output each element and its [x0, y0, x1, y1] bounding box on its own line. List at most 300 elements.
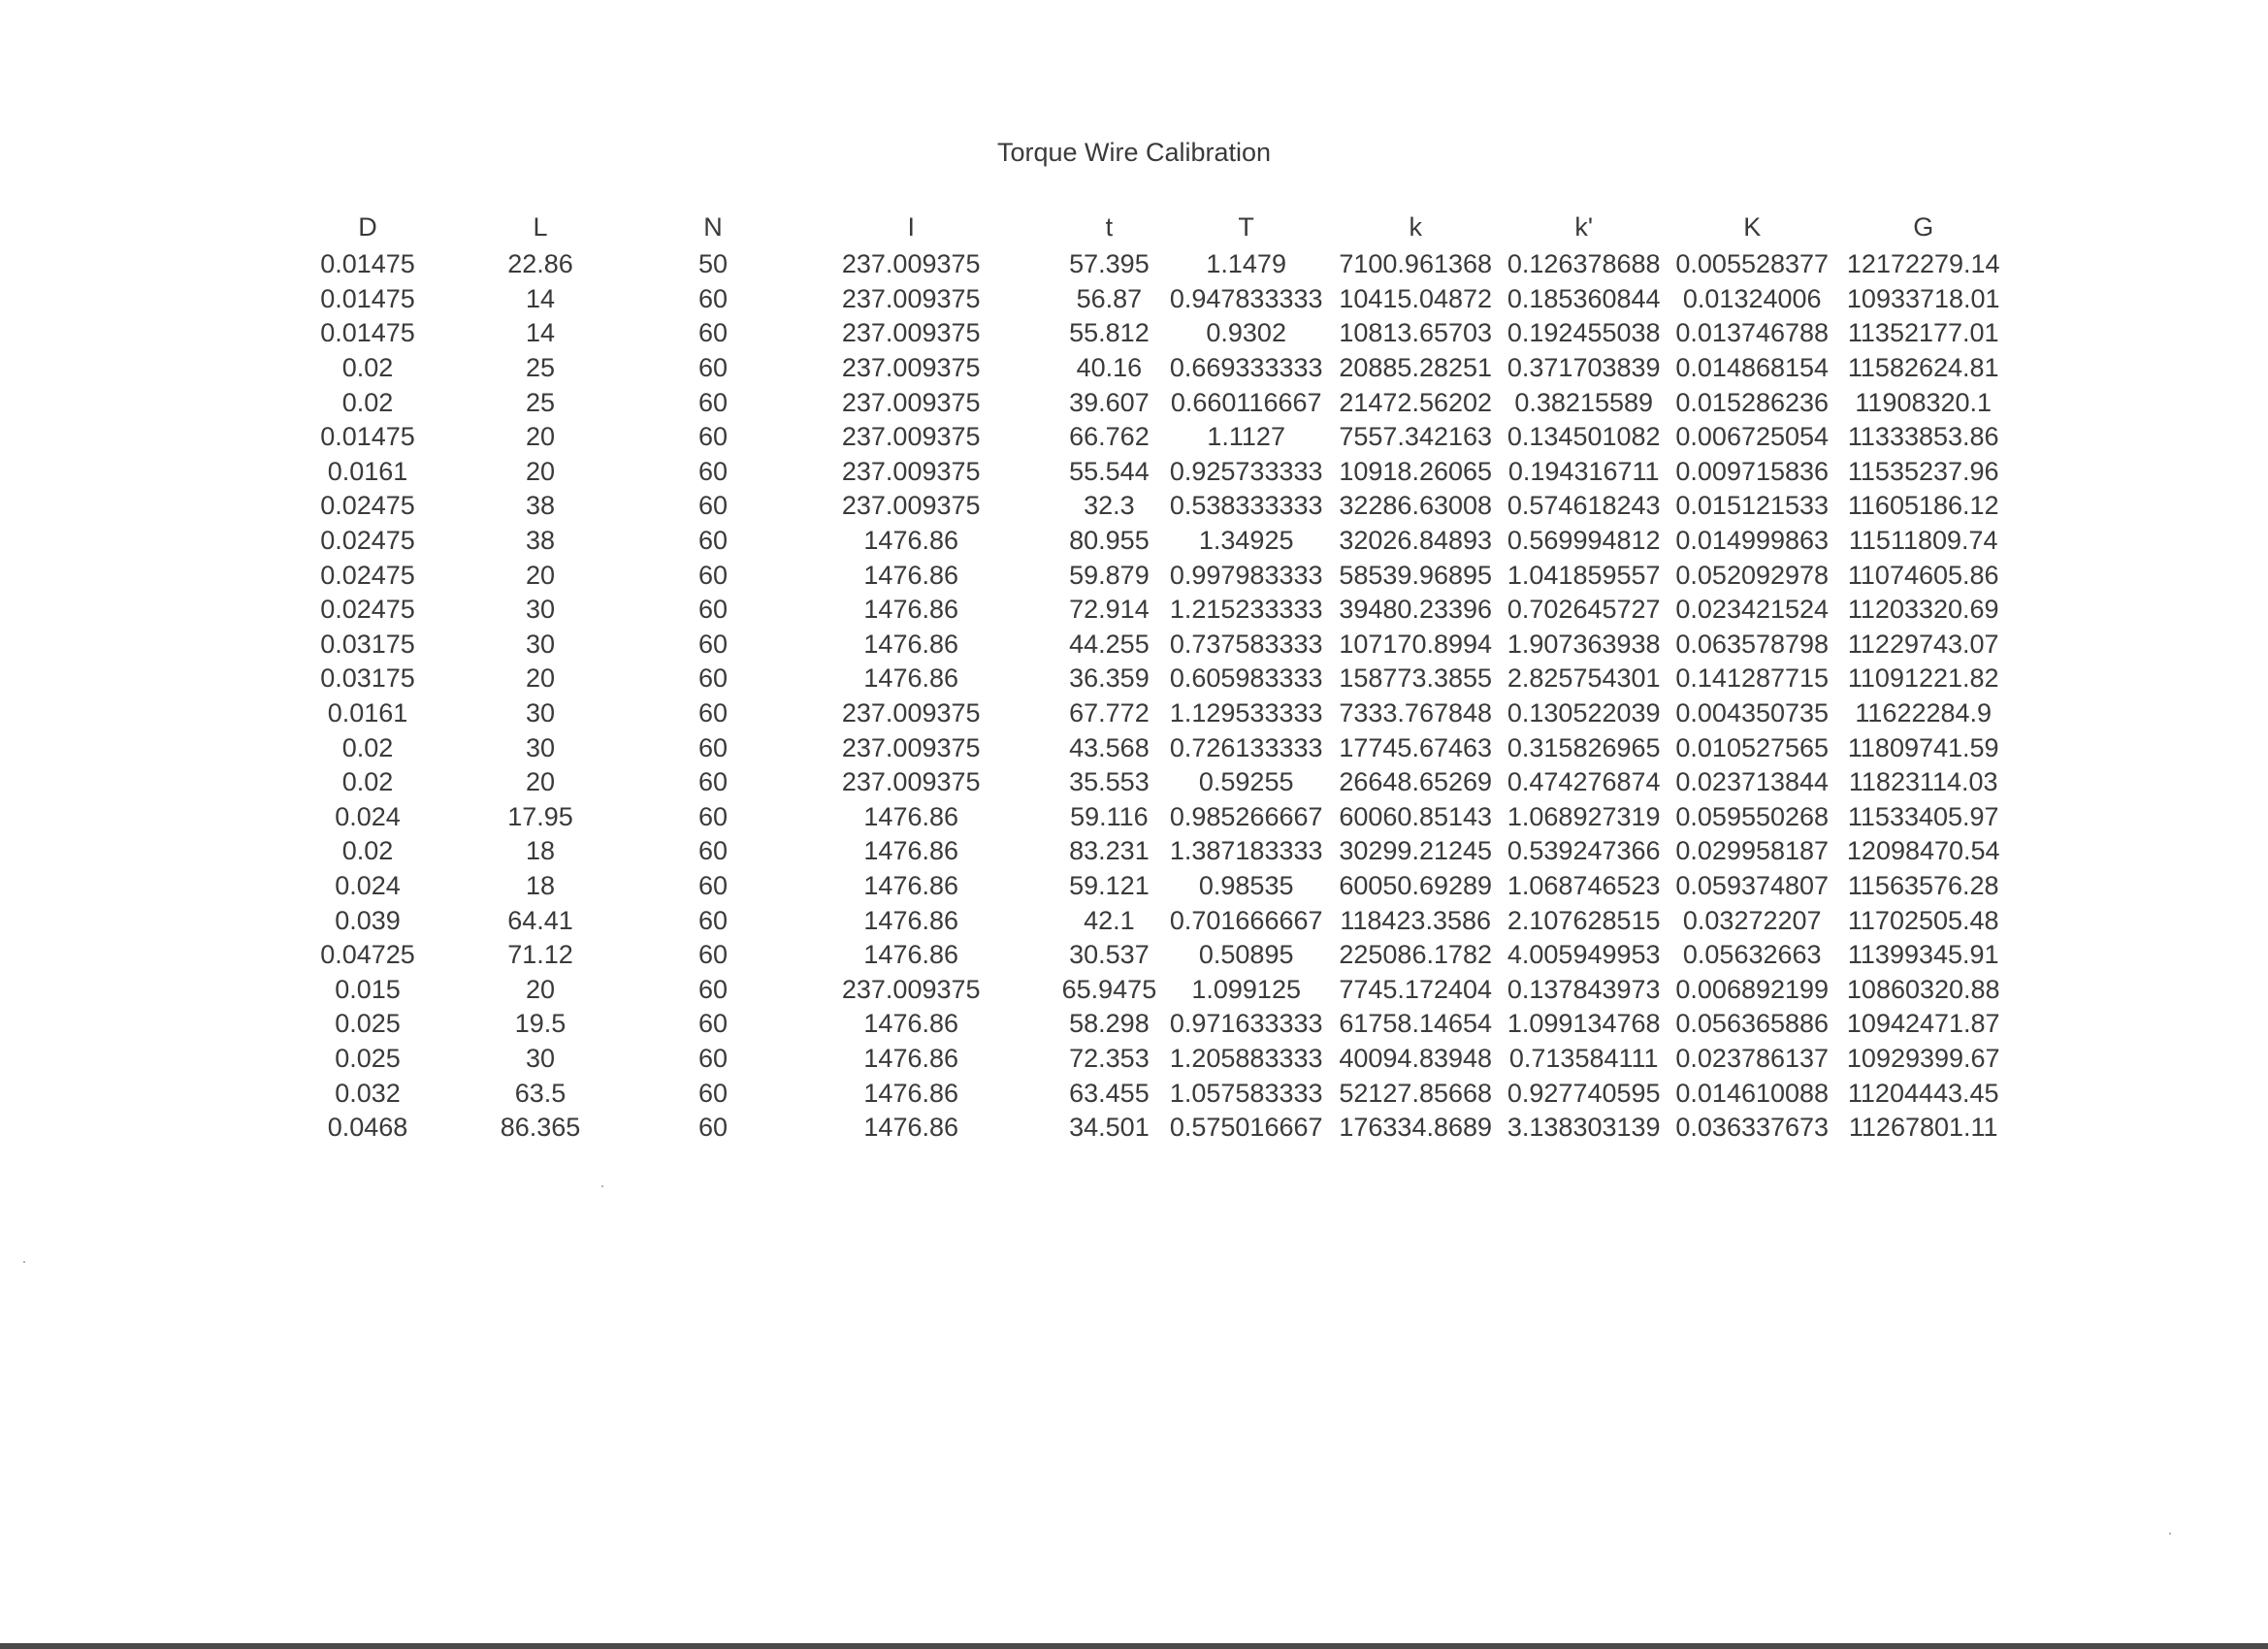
table-cell: 39.607	[1069, 387, 1150, 417]
column-header: k	[1409, 211, 1422, 242]
table-cell: 0.925733333	[1169, 456, 1323, 486]
table-cell: 60	[697, 560, 729, 590]
table-cell: 0.004350735	[1675, 698, 1830, 728]
table-cell: 60	[697, 767, 729, 797]
table-cell: 0.538333333	[1169, 491, 1323, 521]
table-cell: 237.009375	[841, 767, 981, 797]
table-cell: 0.006892199	[1675, 974, 1830, 1004]
table-cell: 58.298	[1069, 1009, 1150, 1039]
table-cell: 11074605.86	[1847, 560, 1999, 590]
table-cell: 30	[525, 698, 556, 728]
table-cell: 0.575016667	[1169, 1113, 1323, 1143]
table-cell: 11204443.45	[1847, 1078, 1999, 1108]
table-cell: 12098470.54	[1846, 836, 2000, 866]
table-cell: 0.03175	[320, 663, 415, 694]
table-cell: 30	[525, 732, 556, 762]
column-header: T	[1238, 211, 1254, 242]
table-cell: 1.099125	[1191, 974, 1301, 1004]
table-cell: 118423.3586	[1340, 905, 1492, 935]
table-cell: 7100.961368	[1339, 249, 1493, 279]
table-cell: 0.014999863	[1675, 526, 1830, 556]
table-cell: 34.501	[1069, 1113, 1150, 1143]
table-cell: 237.009375	[841, 249, 981, 279]
table-cell: 30	[525, 595, 556, 625]
column-header: N	[703, 211, 723, 242]
table-row	[312, 938, 2005, 973]
table-cell: 0.0468	[327, 1113, 408, 1143]
table-cell: 60	[697, 1113, 729, 1143]
table-cell: 11203320.69	[1847, 595, 1999, 625]
table-cell: 39480.23396	[1339, 595, 1493, 625]
table-cell: 63.5	[514, 1078, 567, 1108]
table-cell: 11091221.82	[1847, 663, 1999, 694]
table-cell: 11823114.03	[1848, 767, 1998, 797]
table-cell: 11702505.48	[1847, 905, 1999, 935]
table-row	[312, 351, 2005, 386]
table-cell: 0.02	[341, 353, 394, 383]
table-cell: 1476.86	[863, 870, 959, 900]
table-cell: 237.009375	[841, 974, 981, 1004]
table-cell: 59.116	[1070, 801, 1149, 831]
table-cell: 11908320.1	[1855, 387, 1993, 417]
table-cell: 11535237.96	[1847, 456, 1999, 486]
table-cell: 60	[697, 974, 729, 1004]
table-cell: 0.605983333	[1169, 663, 1323, 694]
table-cell: 0.126378688	[1507, 249, 1661, 279]
table-cell: 30299.21245	[1339, 836, 1493, 866]
table-cell: 1.041859557	[1507, 560, 1661, 590]
table-cell: 36.359	[1069, 663, 1150, 694]
table-cell: 7333.767848	[1339, 698, 1493, 728]
table-cell: 0.0161	[327, 698, 408, 728]
table-cell: 17745.67463	[1339, 732, 1493, 762]
table-cell: 0.98535	[1198, 870, 1294, 900]
table-cell: 0.02475	[320, 595, 415, 625]
table-row	[312, 662, 2005, 696]
table-cell: 237.009375	[841, 318, 981, 348]
table-cell: 60	[697, 526, 729, 556]
table-cell: 60	[697, 318, 729, 348]
table-cell: 176334.8689	[1339, 1113, 1493, 1143]
table-row	[312, 1076, 2005, 1111]
table-cell: 1476.86	[863, 836, 959, 866]
table-cell: 3.138303139	[1507, 1113, 1661, 1143]
table-cell: 20	[525, 560, 556, 590]
table-cell: 0.971633333	[1169, 1009, 1323, 1039]
table-cell: 60	[697, 663, 729, 694]
table-cell: 0.02475	[320, 491, 415, 521]
table-cell: 0.574618243	[1507, 491, 1661, 521]
table-row	[312, 247, 2005, 282]
table-cell: 65.9475	[1061, 974, 1157, 1004]
table-cell: 0.010527565	[1675, 732, 1830, 762]
scan-speck	[2169, 1533, 2171, 1535]
table-cell: 72.914	[1069, 595, 1150, 625]
table-cell: 0.194316711	[1507, 456, 1660, 486]
table-cell: 14	[525, 283, 556, 313]
table-cell: 0.024	[335, 801, 401, 831]
table-row	[312, 1111, 2005, 1146]
table-cell: 17.95	[507, 801, 573, 831]
table-cell: 158773.3855	[1339, 663, 1493, 694]
table-cell: 0.01475	[320, 318, 415, 348]
table-cell: 32026.84893	[1339, 526, 1493, 556]
table-cell: 0.032	[335, 1078, 401, 1108]
table-cell: 1.215233333	[1169, 595, 1323, 625]
table-cell: 0.014868154	[1675, 353, 1830, 383]
table-cell: 0.985266667	[1169, 801, 1323, 831]
table-cell: 10933718.01	[1846, 283, 2000, 313]
table-cell: 14	[525, 318, 556, 348]
table-cell: 40094.83948	[1339, 1043, 1493, 1073]
column-header: D	[358, 211, 377, 242]
table-cell: 60	[697, 1009, 729, 1039]
page-title: Torque Wire Calibration	[996, 138, 1272, 167]
table-cell: 60	[697, 698, 729, 728]
table-cell: 0.01475	[320, 249, 415, 279]
table-cell: 10929399.67	[1846, 1043, 2000, 1073]
table-cell: 1.205883333	[1169, 1043, 1323, 1073]
table-cell: 2.825754301	[1507, 663, 1661, 694]
table-cell: 11582624.81	[1847, 353, 1999, 383]
table-cell: 7745.172404	[1339, 974, 1493, 1004]
table-cell: 19.5	[514, 1009, 567, 1039]
table-cell: 1.068927319	[1507, 801, 1661, 831]
table-cell: 0.015	[335, 974, 401, 1004]
table-cell: 0.669333333	[1169, 353, 1323, 383]
table-row	[312, 558, 2005, 593]
column-header: K	[1743, 211, 1762, 242]
table-cell: 60	[697, 491, 729, 521]
table-cell: 20885.28251	[1339, 353, 1493, 383]
table-cell: 20	[525, 456, 556, 486]
table-cell: 7557.342163	[1339, 422, 1493, 452]
table-cell: 35.553	[1069, 767, 1150, 797]
table-cell: 0.029958187	[1675, 836, 1830, 866]
table-cell: 25	[525, 353, 556, 383]
column-header: I	[907, 211, 915, 242]
table-cell: 0.005528377	[1675, 249, 1830, 279]
table-cell: 0.192455038	[1507, 318, 1661, 348]
table-cell: 1.099134768	[1507, 1009, 1661, 1039]
table-row	[312, 628, 2005, 663]
table-cell: 20	[525, 974, 556, 1004]
table-cell: 1.907363938	[1507, 629, 1661, 659]
table-cell: 1.057583333	[1169, 1078, 1323, 1108]
table-cell: 0.137843973	[1507, 974, 1661, 1004]
table-row	[312, 1042, 2005, 1077]
table-cell: 0.023786137	[1675, 1043, 1830, 1073]
table-cell: 10415.04872	[1339, 283, 1493, 313]
table-cell: 11605186.12	[1847, 491, 1999, 521]
table-cell: 11622284.9	[1855, 698, 1993, 728]
table-cell: 26648.65269	[1339, 767, 1493, 797]
table-cell: 30	[525, 1043, 556, 1073]
table-cell: 71.12	[507, 940, 573, 970]
table-cell: 18	[525, 836, 556, 866]
table-cell: 0.006725054	[1675, 422, 1830, 452]
table-cell: 60	[697, 353, 729, 383]
table-cell: 0.315826965	[1507, 732, 1661, 762]
table-cell: 1476.86	[863, 663, 959, 694]
table-cell: 0.185360844	[1507, 283, 1661, 313]
table-cell: 0.130522039	[1507, 698, 1661, 728]
table-cell: 0.059374807	[1675, 870, 1830, 900]
table-cell: 60	[697, 836, 729, 866]
table-cell: 60	[697, 905, 729, 935]
column-header: L	[533, 211, 548, 242]
table-cell: 10942471.87	[1846, 1009, 2000, 1039]
table-cell: 60	[697, 1043, 729, 1073]
table-cell: 0.02	[341, 836, 394, 866]
table-cell: 72.353	[1069, 1043, 1150, 1073]
table-cell: 52127.85668	[1339, 1078, 1493, 1108]
table-row	[312, 696, 2005, 731]
table-cell: 0.9302	[1206, 318, 1286, 348]
table-row	[312, 489, 2005, 524]
table-row	[312, 1007, 2005, 1042]
table-cell: 32.3	[1084, 491, 1135, 521]
table-cell: 0.02475	[320, 526, 415, 556]
table-cell: 237.009375	[841, 283, 981, 313]
table-cell: 57.395	[1069, 249, 1150, 279]
table-cell: 0.013746788	[1675, 318, 1830, 348]
table-cell: 0.056365886	[1675, 1009, 1830, 1039]
table-cell: 0.009715836	[1675, 456, 1830, 486]
table-cell: 1476.86	[863, 1113, 959, 1143]
table-row	[312, 800, 2005, 835]
table-cell: 38	[525, 526, 556, 556]
table-cell: 22.86	[507, 249, 573, 279]
table-cell: 10813.65703	[1339, 318, 1493, 348]
scan-speck	[601, 1185, 603, 1187]
table-cell: 66.762	[1069, 422, 1150, 452]
table-cell: 0.59255	[1198, 767, 1294, 797]
scan-speck	[23, 1261, 25, 1263]
table-cell: 1476.86	[863, 801, 959, 831]
column-header: t	[1105, 211, 1114, 242]
table-cell: 0.539247366	[1507, 836, 1661, 866]
table-cell: 4.005949953	[1507, 940, 1661, 970]
table-cell: 61758.14654	[1339, 1009, 1493, 1039]
table-row	[312, 903, 2005, 938]
table-body	[312, 247, 2005, 1145]
table-cell: 1.1127	[1207, 422, 1285, 452]
table-cell: 11533405.97	[1847, 801, 1999, 831]
table-cell: 237.009375	[841, 491, 981, 521]
table-cell: 60	[697, 870, 729, 900]
table-cell: 0.015121533	[1675, 491, 1830, 521]
table-cell: 20	[525, 422, 556, 452]
table-cell: 11352177.01	[1847, 318, 1999, 348]
calibration-table	[312, 209, 2005, 1145]
table-cell: 0.059550268	[1675, 801, 1830, 831]
table-cell: 42.1	[1084, 905, 1135, 935]
table-cell: 59.121	[1069, 870, 1150, 900]
table-cell: 0.713584111	[1508, 1043, 1659, 1073]
table-row	[312, 420, 2005, 455]
table-cell: 67.772	[1069, 698, 1150, 728]
table-cell: 60	[697, 940, 729, 970]
table-cell: 0.38215589	[1514, 387, 1654, 417]
table-cell: 0.036337673	[1675, 1113, 1830, 1143]
table-cell: 21472.56202	[1339, 387, 1493, 417]
table-cell: 59.879	[1069, 560, 1150, 590]
table-cell: 0.726133333	[1169, 732, 1323, 762]
table-cell: 11333853.86	[1847, 422, 1999, 452]
table-cell: 237.009375	[841, 353, 981, 383]
table-cell: 0.014610088	[1675, 1078, 1830, 1108]
table-cell: 43.568	[1069, 732, 1150, 762]
table-cell: 1.068746523	[1507, 870, 1661, 900]
table-cell: 12172279.14	[1846, 249, 2000, 279]
table-cell: 20	[525, 767, 556, 797]
table-cell: 0.947833333	[1169, 283, 1323, 313]
table-cell: 60050.69289	[1339, 870, 1493, 900]
table-cell: 0.701666667	[1169, 905, 1323, 935]
table-cell: 10860320.88	[1846, 974, 2000, 1004]
table-row	[312, 524, 2005, 559]
table-cell: 60	[697, 801, 729, 831]
table-cell: 80.955	[1069, 526, 1150, 556]
table-cell: 0.063578798	[1675, 629, 1830, 659]
table-cell: 237.009375	[841, 387, 981, 417]
table-cell: 1476.86	[863, 595, 959, 625]
table-cell: 60	[697, 732, 729, 762]
table-cell: 10918.26065	[1339, 456, 1493, 486]
table-cell: 0.997983333	[1169, 560, 1323, 590]
table-cell: 64.41	[507, 905, 573, 935]
table-cell: 60	[697, 1078, 729, 1108]
table-cell: 30.537	[1069, 940, 1150, 970]
table-cell: 1476.86	[863, 560, 959, 590]
table-row	[312, 593, 2005, 628]
table-row	[312, 455, 2005, 490]
table-cell: 60	[697, 595, 729, 625]
table-cell: 0.141287715	[1675, 663, 1830, 694]
table-cell: 2.107628515	[1507, 905, 1661, 935]
table-cell: 25	[525, 387, 556, 417]
table-cell: 18	[525, 870, 556, 900]
table-cell: 0.052092978	[1675, 560, 1830, 590]
table-cell: 0.039	[335, 905, 401, 935]
table-cell: 0.025	[335, 1009, 401, 1039]
table-header-row	[312, 209, 2005, 245]
table-cell: 0.04725	[320, 940, 415, 970]
table-cell: 0.01475	[320, 422, 415, 452]
table-cell: 1476.86	[863, 940, 959, 970]
table-cell: 1.1479	[1206, 249, 1286, 279]
table-cell: 63.455	[1069, 1078, 1150, 1108]
table-cell: 107170.8994	[1339, 629, 1493, 659]
table-cell: 60	[697, 283, 729, 313]
table-row	[312, 316, 2005, 351]
table-cell: 0.05632663	[1682, 940, 1822, 970]
table-cell: 0.01475	[320, 283, 415, 313]
table-row	[312, 765, 2005, 800]
table-cell: 225086.1782	[1339, 940, 1493, 970]
scan-bottom-edge	[0, 1643, 2268, 1649]
table-row	[312, 282, 2005, 317]
table-cell: 60	[697, 629, 729, 659]
table-cell: 11267801.11	[1848, 1113, 1998, 1143]
table-cell: 50	[697, 249, 729, 279]
table-cell: 0.474276874	[1507, 767, 1661, 797]
table-cell: 55.812	[1069, 318, 1150, 348]
table-cell: 60060.85143	[1339, 801, 1493, 831]
table-row	[312, 972, 2005, 1007]
table-cell: 0.02475	[320, 560, 415, 590]
table-cell: 0.02	[341, 387, 394, 417]
table-cell: 83.231	[1069, 836, 1150, 866]
table-cell: 44.255	[1069, 629, 1150, 659]
table-cell: 1476.86	[863, 629, 959, 659]
table-cell: 237.009375	[841, 698, 981, 728]
table-cell: 0.134501082	[1507, 422, 1661, 452]
table-cell: 0.0161	[327, 456, 408, 486]
column-header: k'	[1574, 211, 1594, 242]
table-cell: 11399345.91	[1847, 940, 1999, 970]
table-cell: 1.34925	[1198, 526, 1294, 556]
table-cell: 0.024	[335, 870, 401, 900]
table-cell: 237.009375	[841, 422, 981, 452]
table-cell: 0.02	[341, 767, 394, 797]
column-header: G	[1913, 211, 1934, 242]
table-cell: 11563576.28	[1847, 870, 1999, 900]
table-row	[312, 385, 2005, 420]
table-cell: 55.544	[1069, 456, 1150, 486]
table-cell: 0.927740595	[1507, 1078, 1661, 1108]
table-cell: 60	[697, 387, 729, 417]
table-cell: 0.702645727	[1507, 595, 1661, 625]
table-cell: 0.015286236	[1675, 387, 1830, 417]
table-cell: 60	[697, 456, 729, 486]
table-cell: 11809741.59	[1847, 732, 1999, 762]
table-cell: 0.371703839	[1507, 353, 1661, 383]
table-cell: 1476.86	[863, 1078, 959, 1108]
table-cell: 0.03175	[320, 629, 415, 659]
table-cell: 0.660116667	[1170, 387, 1322, 417]
table-cell: 38	[525, 491, 556, 521]
table-cell: 0.023713844	[1675, 767, 1830, 797]
table-cell: 1476.86	[863, 526, 959, 556]
table-cell: 40.16	[1076, 353, 1143, 383]
table-cell: 0.025	[335, 1043, 401, 1073]
table-row	[312, 834, 2005, 869]
table-cell: 60	[697, 422, 729, 452]
table-cell: 0.01324006	[1682, 283, 1822, 313]
table-cell: 237.009375	[841, 456, 981, 486]
table-cell: 1476.86	[863, 1043, 959, 1073]
table-cell: 1.387183333	[1169, 836, 1323, 866]
table-cell: 20	[525, 663, 556, 694]
table-cell: 0.023421524	[1675, 595, 1830, 625]
table-cell: 32286.63008	[1339, 491, 1493, 521]
table-cell: 0.569994812	[1507, 526, 1661, 556]
table-row	[312, 730, 2005, 765]
table-cell: 11511809.74	[1848, 526, 1998, 556]
table-cell: 237.009375	[841, 732, 981, 762]
table-cell: 1.129533333	[1169, 698, 1323, 728]
table-cell: 1476.86	[863, 905, 959, 935]
table-row	[312, 869, 2005, 904]
table-cell: 11229743.07	[1847, 629, 1999, 659]
table-cell: 0.737583333	[1169, 629, 1323, 659]
table-cell: 0.50895	[1198, 940, 1294, 970]
table-cell: 0.02	[341, 732, 394, 762]
table-cell: 58539.96895	[1339, 560, 1493, 590]
table-cell: 56.87	[1076, 283, 1143, 313]
